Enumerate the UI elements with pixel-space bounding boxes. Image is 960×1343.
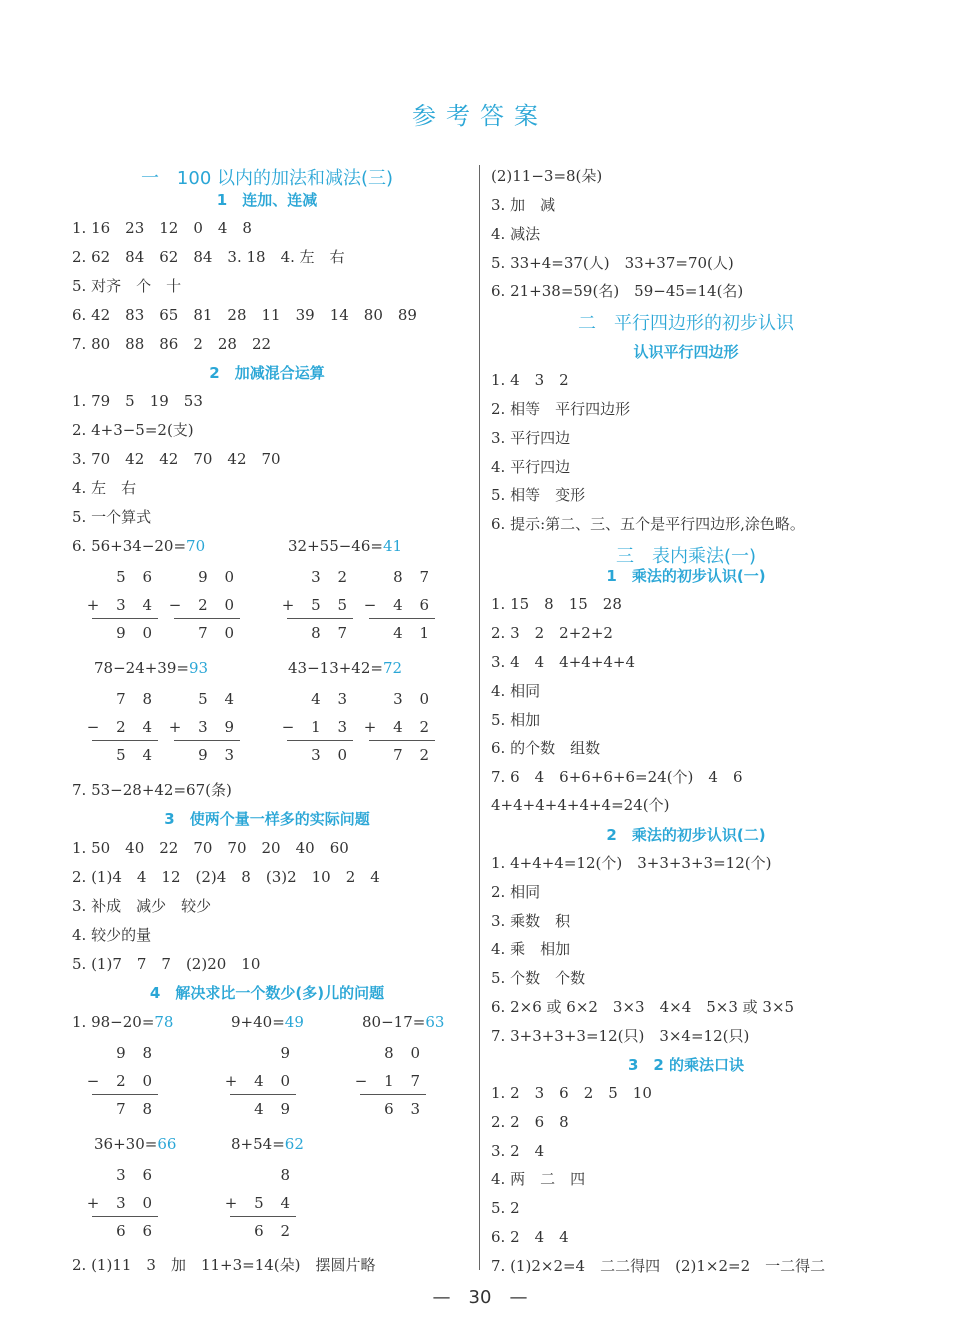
answer-line: 5. 相等 变形	[491, 486, 586, 504]
calc-mid: − 2 0	[86, 1072, 158, 1090]
answer-line	[231, 1012, 304, 1032]
answer-line	[72, 1012, 173, 1032]
expr-answer: 49	[284, 1013, 304, 1031]
calc-line	[174, 740, 240, 741]
answer-line: 4. 相同	[491, 682, 541, 700]
answer-line: 7. (1)2×2=4 二二得四 (2)1×2=2 一二得二	[491, 1257, 826, 1275]
calc-line	[287, 740, 353, 741]
vertical-calc	[86, 568, 158, 648]
calc-result: 9 3	[198, 746, 240, 764]
answer-line: 4. 较少的量	[72, 926, 152, 944]
answer-line: 1. 15 8 15 28	[491, 595, 622, 613]
answer-line	[288, 658, 402, 678]
calc-line	[230, 1094, 296, 1095]
calc-line	[92, 1216, 158, 1217]
expr-answer: 41	[382, 537, 403, 555]
vertical-calc	[224, 1044, 296, 1124]
vertical-calc	[86, 690, 158, 770]
answer-line: 7. 6 4 6+6+6+6=24(个) 4 6	[491, 768, 743, 786]
answer-line: 5. 个数 个数	[491, 969, 586, 987]
calc-mid: − 1 7	[354, 1072, 426, 1090]
answer-line: 2. 3 2 2+2+2	[491, 624, 613, 642]
calc-top: 7 8	[116, 690, 158, 708]
section-heading: 1 乘法的初步认识(一)	[606, 567, 766, 585]
calc-result: 8 7	[311, 624, 353, 642]
calc-mid: − 4 6	[363, 596, 435, 614]
chapter-heading: 一 100 以内的加法和减法(三)	[140, 168, 394, 189]
answer-line: 2. 4+3−5=2(支)	[72, 421, 194, 439]
calc-top: 3 0	[393, 690, 435, 708]
expr-answer: 70	[186, 537, 206, 555]
calc-top: 5 4	[198, 690, 240, 708]
section-heading: 2 乘法的初步认识(二)	[606, 826, 766, 844]
expr: 80−17=	[362, 1013, 426, 1031]
calc-result: 6 3	[384, 1100, 426, 1118]
calc-mid: + 3 9	[168, 718, 240, 736]
page-number: — 30 —	[432, 1287, 528, 1308]
calc-result: 9 0	[116, 624, 158, 642]
answer-line: 2. 相同	[491, 883, 541, 901]
answer-line	[94, 658, 208, 678]
chapter-heading: 二 平行四边形的初步认识	[578, 313, 794, 334]
answer-line: 1. 2 3 6 2 5 10	[491, 1084, 652, 1102]
calc-top: 9 8	[116, 1044, 158, 1062]
answer-line: 2. (1)4 4 12 (2)4 8 (3)2 10 2 4	[72, 868, 380, 886]
answer-line: 4+4+4+4+4+4=24(个)	[491, 796, 670, 814]
chapter-heading: 三 表内乘法(一)	[615, 546, 757, 567]
calc-mid: + 4 0	[224, 1072, 296, 1090]
calc-top: 8 0	[384, 1044, 426, 1062]
answer-line: 5. 2	[491, 1199, 520, 1217]
calc-top: 4 3	[311, 690, 353, 708]
answer-line: 1. 4 3 2	[491, 371, 569, 389]
calc-line	[369, 618, 435, 619]
answer-line: 3. 70 42 42 70 42 70	[72, 450, 281, 468]
expr: 78−24+39=	[94, 659, 189, 677]
expr: 9+40=	[231, 1013, 285, 1031]
answer-line: (2)11−3=8(朵)	[491, 167, 603, 185]
vertical-calc	[281, 568, 353, 648]
expr-answer: 62	[284, 1135, 304, 1153]
expr-answer: 78	[154, 1013, 174, 1031]
calc-result: 5 4	[116, 746, 158, 764]
answer-line: 6. 42 83 65 81 28 11 39 14 80 89	[72, 306, 417, 324]
calc-result: 6 6	[116, 1222, 158, 1240]
answer-line: 3. 2 4	[491, 1142, 545, 1160]
calc-result: 7 0	[198, 624, 240, 642]
calc-mid: − 1 3	[281, 718, 353, 736]
answer-line: 5. 一个算式	[72, 508, 152, 526]
column-divider	[479, 165, 480, 1270]
calc-top: 9	[280, 1044, 296, 1062]
calc-mid: + 3 0	[86, 1194, 158, 1212]
answer-line: 6. 2 4 4	[491, 1228, 569, 1246]
vertical-calc	[363, 690, 435, 770]
section-heading: 2 加减混合运算	[209, 364, 325, 382]
answer-line	[94, 1134, 176, 1154]
answer-line: 3. 加 减	[491, 196, 556, 214]
calc-result: 4 1	[393, 624, 435, 642]
section-heading: 1 连加、连减	[216, 191, 318, 209]
calc-result: 3 0	[311, 746, 353, 764]
calc-top: 8 7	[393, 568, 435, 586]
calc-line	[287, 618, 353, 619]
vertical-calc	[354, 1044, 426, 1124]
answer-line: 6. 21+38=59(名) 59−45=14(名)	[491, 282, 744, 300]
answer-line: 3. 补成 减少 较少	[72, 897, 212, 915]
answer-line: 5. (1)7 7 7 (2)20 10	[72, 955, 261, 973]
answer-line: 5. 相加	[491, 711, 541, 729]
calc-mid: − 2 0	[168, 596, 240, 614]
calc-top: 9 0	[198, 568, 240, 586]
answer-line: 4. 减法	[491, 225, 541, 243]
calc-result: 7 2	[393, 746, 435, 764]
answer-line: 1. 79 5 19 53	[72, 392, 203, 410]
answer-line: 7. 3+3+3+3=12(只) 3×4=12(只)	[491, 1027, 750, 1045]
section-heading: 3 2 的乘法口诀	[627, 1056, 745, 1074]
expr: 32+55−46=	[288, 537, 383, 555]
calc-top: 5 6	[116, 568, 158, 586]
answer-line: 4. 两 二 四	[491, 1170, 586, 1188]
vertical-calc	[168, 690, 240, 770]
expr: 8+54=	[231, 1135, 285, 1153]
calc-line	[92, 740, 158, 741]
answer-line: 2. (1)11 3 加 11+3=14(朵) 摆圆片略	[72, 1256, 376, 1274]
answer-line: 4. 平行四边	[491, 458, 571, 476]
vertical-calc	[168, 568, 240, 648]
calc-top: 8	[280, 1166, 296, 1184]
answer-line: 6. 提示:第二、三、五个是平行四边形,涂色略。	[491, 515, 805, 533]
calc-line	[92, 1094, 158, 1095]
answer-line: 1. 16 23 12 0 4 8	[72, 219, 252, 237]
calc-mid: − 2 4	[86, 718, 158, 736]
calc-line	[174, 618, 240, 619]
answer-line: 7. 53−28+42=67(条)	[72, 781, 232, 799]
answer-line: 1. 4+4+4=12(个) 3+3+3+3=12(个)	[491, 854, 772, 872]
section-heading: 4 解决求比一个数少(多)儿的问题	[149, 984, 385, 1002]
calc-mid: + 4 2	[363, 718, 435, 736]
answer-line	[362, 1012, 444, 1032]
calc-line	[230, 1216, 296, 1217]
calc-line	[360, 1094, 426, 1095]
page-title: 参考答案	[412, 102, 548, 130]
answer-line: 5. 对齐 个 十	[72, 277, 182, 295]
vertical-calc	[281, 690, 353, 770]
answer-line: 3. 4 4 4+4+4+4	[491, 653, 636, 671]
expr-answer: 72	[382, 659, 403, 677]
answer-line: 3. 乘数 积	[491, 912, 571, 930]
answer-line: 1. 50 40 22 70 70 20 40 60	[72, 839, 349, 857]
answer-line: 2. 相等 平行四边形	[491, 400, 631, 418]
vertical-calc	[224, 1166, 296, 1246]
expr: 43−13+42=	[288, 659, 383, 677]
calc-line	[369, 740, 435, 741]
answer-line: 6. 的个数 组数	[491, 739, 601, 757]
answer-line: 7. 80 88 86 2 28 22	[72, 335, 272, 353]
calc-result: 6 2	[254, 1222, 296, 1240]
answer-line: 4. 乘 相加	[491, 940, 571, 958]
calc-mid: + 5 4	[224, 1194, 296, 1212]
answer-line	[231, 1134, 304, 1154]
expr: 36+30=	[94, 1135, 158, 1153]
expr-answer: 93	[188, 659, 209, 677]
calc-result: 4 9	[254, 1100, 296, 1118]
section-heading: 认识平行四边形	[633, 343, 739, 361]
vertical-calc	[363, 568, 435, 648]
answer-line: 2. 2 6 8	[491, 1113, 569, 1131]
calc-top: 3 6	[116, 1166, 158, 1184]
expr: 6. 56+34−20=	[72, 537, 187, 555]
vertical-calc	[86, 1044, 158, 1124]
answer-line	[72, 536, 205, 556]
vertical-calc	[86, 1166, 158, 1246]
answer-line: 2. 62 84 62 84 3. 18 4. 左 右	[72, 248, 345, 266]
expr: 1. 98−20=	[72, 1013, 155, 1031]
calc-result: 7 8	[116, 1100, 158, 1118]
expr-answer: 66	[157, 1135, 177, 1153]
expr-answer: 63	[425, 1013, 445, 1031]
answer-line	[288, 536, 402, 556]
answer-line: 3. 平行四边	[491, 429, 571, 447]
calc-top: 3 2	[311, 568, 353, 586]
answer-line: 6. 2×6 或 6×2 3×3 4×4 5×3 或 3×5	[491, 998, 795, 1016]
calc-mid: + 3 4	[86, 596, 158, 614]
calc-line	[92, 618, 158, 619]
answer-line: 4. 左 右	[72, 479, 137, 497]
section-heading: 3 使两个量一样多的实际问题	[164, 810, 370, 828]
answer-line: 5. 33+4=37(人) 33+37=70(人)	[491, 254, 734, 272]
calc-mid: + 5 5	[281, 596, 353, 614]
